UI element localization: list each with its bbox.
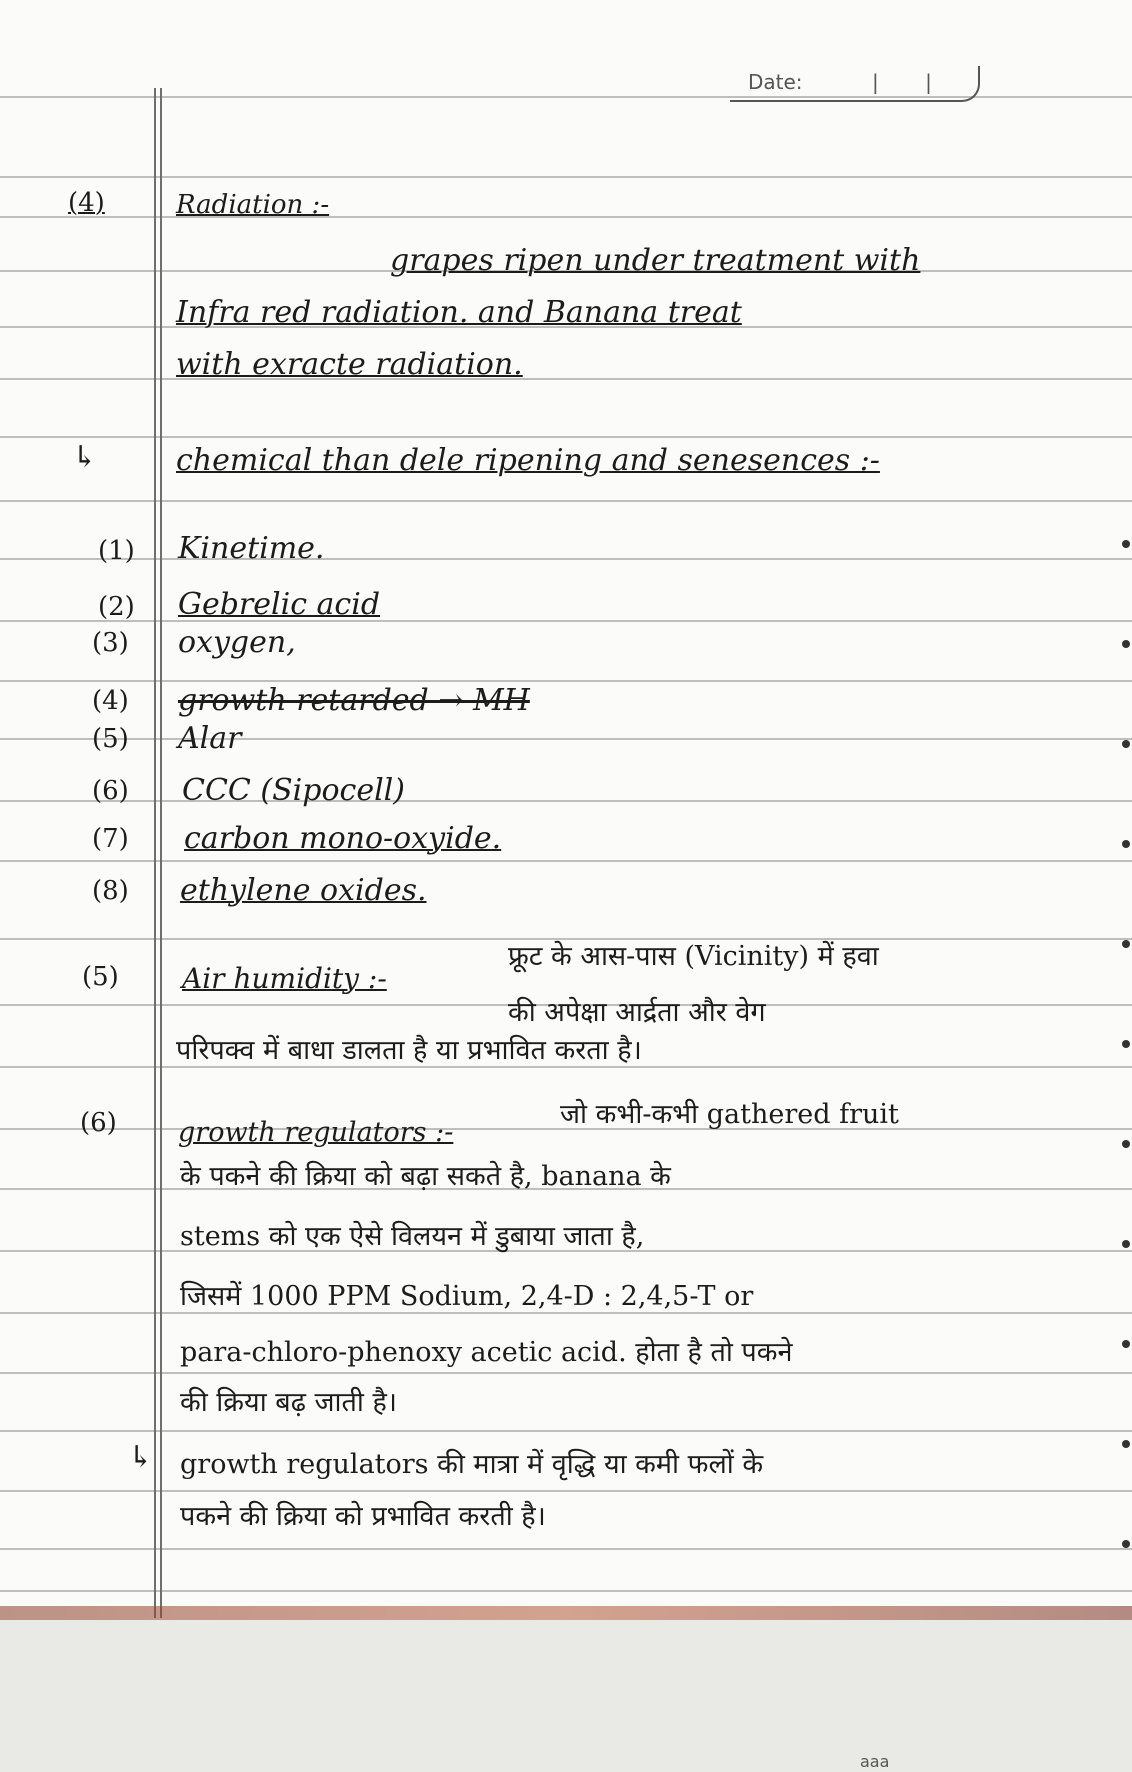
binding-hole <box>1122 1440 1130 1448</box>
margin-line <box>154 88 156 1618</box>
section-number: (6) <box>80 1108 117 1138</box>
binding-hole <box>1122 740 1130 748</box>
text-line: फ्रूट के आस-पास (Vicinity) में हवा <box>508 941 879 972</box>
text-line: para-chloro-phenoxy acetic acid. होता है तो पकने <box>180 1337 793 1368</box>
date-ticks: | | <box>872 70 952 94</box>
text-line: growth regulators की मात्रा में वृद्धि या कमी फलों के <box>180 1449 764 1480</box>
ruled-line <box>0 500 1132 502</box>
list-number: (8) <box>92 876 129 906</box>
ruled-line <box>0 436 1132 438</box>
date-label: Date: <box>748 70 803 94</box>
text-line: जिसमें 1000 PPM Sodium, 2,4-D : 2,4,5-T or <box>180 1281 754 1312</box>
ruled-line <box>0 860 1132 862</box>
text-line: की अपेक्षा आर्द्रता और वेग <box>508 997 766 1028</box>
list-item: Kinetime. <box>178 531 325 566</box>
ruled-line <box>0 176 1132 178</box>
section-heading: Radiation :- <box>176 190 330 220</box>
binding-hole <box>1122 840 1130 848</box>
ruled-line <box>0 680 1132 682</box>
binding-hole <box>1122 640 1130 648</box>
binding-holes <box>1122 0 1132 1620</box>
text-line: की क्रिया बढ़ जाती है। <box>180 1387 398 1418</box>
binding-hole <box>1122 1240 1130 1248</box>
list-number: (3) <box>92 628 129 658</box>
ruled-line <box>0 558 1132 560</box>
section-heading: growth regulators :- <box>178 1117 454 1148</box>
list-item: Alar <box>178 721 242 756</box>
text-line: पकने की क्रिया को प्रभावित करती है। <box>180 1501 546 1532</box>
list-number: (2) <box>98 592 135 622</box>
binding-hole <box>1122 940 1130 948</box>
ruled-line <box>0 1590 1132 1592</box>
binding-hole <box>1122 1140 1130 1148</box>
text-line: grapes ripen under treatment with <box>390 243 921 278</box>
ruled-line <box>0 216 1132 218</box>
list-item: ethylene oxides. <box>180 873 427 908</box>
ruled-line <box>0 1490 1132 1492</box>
ruled-line <box>0 378 1132 380</box>
list-item: growth retarded → MH <box>178 683 530 718</box>
chemical-heading: chemical than dele ripening and senesences :- <box>176 443 880 478</box>
page-edge <box>0 1606 1132 1620</box>
list-number: (6) <box>92 776 129 806</box>
binding-hole <box>1122 540 1130 548</box>
text-line: stems को एक ऐसे विलयन में डुबाया जाता है, <box>180 1221 645 1252</box>
list-number: (7) <box>92 824 129 854</box>
text-line: परिपक्व में बाधा डालता है या प्रभावित करता है। <box>176 1035 642 1066</box>
margin-line <box>160 88 162 1618</box>
text-line: Infra red radiation. and Banana treat <box>176 295 742 330</box>
ruled-line <box>0 1430 1132 1432</box>
list-item: carbon mono-oxyide. <box>184 821 502 856</box>
list-number: (4) <box>92 686 129 716</box>
binding-hole <box>1122 1340 1130 1348</box>
list-item: Gebrelic acid <box>178 587 381 622</box>
list-item: oxygen, <box>178 625 296 660</box>
list-item: CCC (Sipocell) <box>182 773 405 808</box>
arrow-icon: ↳ <box>72 440 98 475</box>
binding-hole <box>1122 1540 1130 1548</box>
corner-mark: ааа <box>860 1752 890 1771</box>
ruled-line <box>0 738 1132 740</box>
binding-hole <box>1122 1040 1130 1048</box>
text-line: जो कभी-कभी gathered fruit <box>560 1099 899 1130</box>
section-number: (4) <box>68 188 105 218</box>
arrow-icon: ↳ <box>128 1440 154 1475</box>
ruled-line <box>0 620 1132 622</box>
list-number: (1) <box>98 536 135 566</box>
list-number: (5) <box>92 724 129 754</box>
text-line: with exracte radiation. <box>176 347 523 382</box>
section-heading: Air humidity :- <box>182 962 387 995</box>
ruled-line <box>0 1372 1132 1374</box>
section-number: (5) <box>82 962 119 992</box>
text-line: के पकने की क्रिया को बढ़ा सकते है, banana के <box>180 1161 671 1192</box>
ruled-line <box>0 1548 1132 1550</box>
ruled-line <box>0 800 1132 802</box>
